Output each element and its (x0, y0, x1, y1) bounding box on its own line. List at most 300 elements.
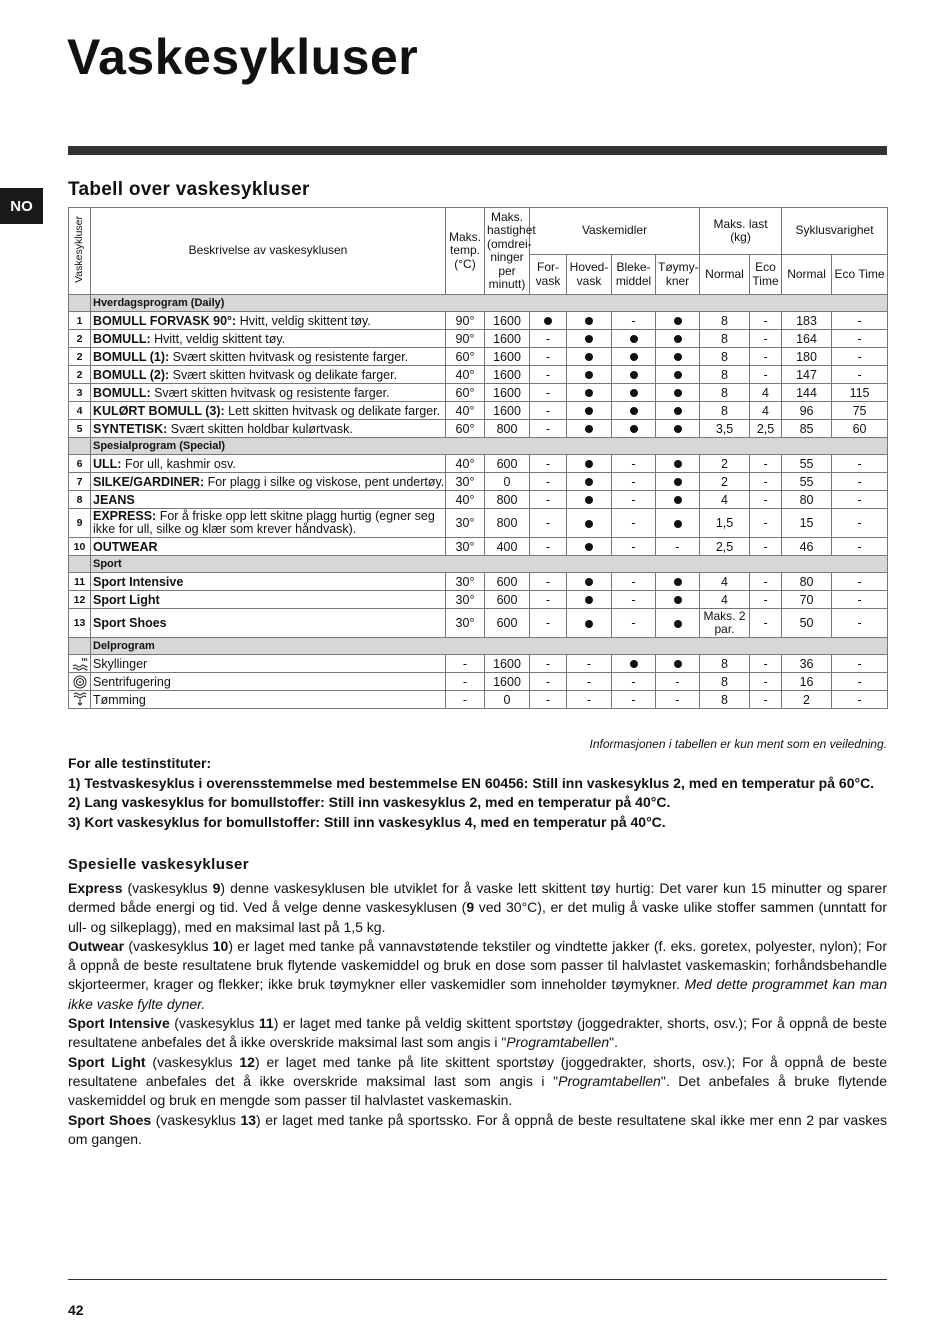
top-divider (68, 146, 887, 155)
wash-cycles-table (68, 207, 888, 709)
dot-marker (630, 407, 638, 415)
prewash-cell: - (530, 366, 567, 384)
dot-marker (630, 389, 638, 397)
duration-eco-cell: - (832, 573, 888, 591)
speed-cell: 1600 (485, 402, 530, 420)
cycle-name: KULØRT BOMULL (3): (93, 403, 225, 418)
speed-cell: 800 (485, 420, 530, 438)
cycle-number: 3 (69, 384, 91, 402)
mainwash-cell (567, 402, 612, 420)
dot-marker (630, 371, 638, 379)
dot-marker (630, 353, 638, 361)
cycle-name: SYNTETISK: (93, 421, 168, 436)
prewash-cell (530, 312, 567, 330)
sport-intensive-paragraph: Sport Intensive (vaskesyklus 11) er laget med tanke på veldig skittent sportstøy (joggedrakter, shorts, osv.); For å oppnå de beste resultatene anbefales det å ikke overskride maksimal last som angis i "Programtabellen". (68, 1015, 887, 1051)
group-label: Hverdagsprogram (Daily) (91, 295, 888, 312)
cycle-name: EXPRESS: (93, 509, 157, 523)
load-cell: 8 (700, 402, 750, 420)
load-eco-cell: 2,5 (750, 420, 782, 438)
prewash-cell: - (530, 384, 567, 402)
mainwash-cell (567, 366, 612, 384)
duration-eco-cell: - (832, 509, 888, 538)
duration-cell: 96 (782, 402, 832, 420)
dot-marker (674, 371, 682, 379)
group-label: Delprogram (91, 638, 888, 655)
dot-marker (630, 425, 638, 433)
cycle-name: BOMULL: (93, 385, 151, 400)
softener-cell (656, 420, 700, 438)
temp-cell: 90° (446, 330, 485, 348)
language-tab: NO (0, 188, 43, 224)
max-temp-column-header: Maks. temp. (°C) (446, 208, 485, 295)
prewash-cell: - (530, 402, 567, 420)
load-eco-cell: 4 (750, 384, 782, 402)
temp-cell: 40° (446, 455, 485, 473)
page-number: 42 (68, 1302, 84, 1318)
load-eco-cell: - (750, 691, 782, 709)
duration-eco-cell: - (832, 330, 888, 348)
dot-marker (674, 596, 682, 604)
cycle-name: SILKE/GARDINER: (93, 474, 205, 489)
group-row (69, 295, 888, 312)
duration-eco-cell: - (832, 655, 888, 673)
load-cell: 3,5 (700, 420, 750, 438)
duration-cell: 46 (782, 538, 832, 556)
duration-eco-cell: - (832, 691, 888, 709)
softener-cell (656, 330, 700, 348)
bleach-cell (612, 420, 656, 438)
speed-cell: 1600 (485, 348, 530, 366)
prewash-cell: - (530, 538, 567, 556)
temp-cell: 30° (446, 573, 485, 591)
special-cycles-title: Spesielle vaskesykluser (68, 856, 249, 873)
bleach-cell (612, 366, 656, 384)
dot-marker (674, 407, 682, 415)
cycle-detail: Sentrifugering (93, 674, 171, 689)
duration-cell: 16 (782, 673, 832, 691)
duration-eco-cell: - (832, 538, 888, 556)
table-body (69, 295, 888, 709)
group-spacer (69, 556, 91, 573)
cycle-name: BOMULL (1): (93, 349, 170, 364)
cycle-number: 2 (69, 366, 91, 384)
cycle-detail: Hvitt, veldig skittent tøy. (236, 313, 371, 328)
softener-cell (656, 366, 700, 384)
cycle-detail: Svært skitten hvitvask og resistente farger. (169, 349, 409, 364)
load-cell: 4 (700, 573, 750, 591)
outwear-paragraph: Outwear (vaskesyklus 10) er laget med tanke på vannavstøtende tekstiler og vindtette jakker (f. eks. goretex, polyester, nylon); For å oppnå de beste resultatene bruk flytende vaskemiddel og bruk en dose som passer til halvlastet vaskemaskin; forhåndsbehandle skjorteermer, krager og flekker; ikke bruk tøymykner eller vaskemidler som inneholder tøymykner. Med dette programmet kan man ikke vaske fylte dyner. (68, 937, 887, 1012)
mainwash-cell (567, 348, 612, 366)
load-eco-cell: 4 (750, 402, 782, 420)
mainwash-cell (567, 591, 612, 609)
prewash-cell: - (530, 609, 567, 638)
dot-marker (674, 425, 682, 433)
temp-cell: 30° (446, 509, 485, 538)
mainwash-cell (567, 384, 612, 402)
description-column-header: Beskrivelse av vaskesyklusen (91, 208, 446, 295)
duration-eco-cell: - (832, 312, 888, 330)
cycle-name: Sport Shoes (93, 616, 167, 630)
table-row (69, 538, 888, 556)
dot-marker (674, 460, 682, 468)
table-section-title: Tabell over vaskesykluser (68, 179, 310, 200)
table-row (69, 491, 888, 509)
duration-cell: 85 (782, 420, 832, 438)
spin-icon (69, 673, 91, 691)
duration-cell: 80 (782, 491, 832, 509)
cycle-description (91, 509, 446, 538)
testing-item: 3) Kort vaskesyklus for bomullstoffer: Still inn vaskesyklus 4, med en temperatur på 40°C. (68, 813, 666, 830)
bleach-cell: - (612, 312, 656, 330)
mainwash-cell: - (567, 655, 612, 673)
table-row (69, 384, 888, 402)
dot-marker (630, 660, 638, 668)
bleach-cell: - (612, 473, 656, 491)
cycle-detail: For ull, kashmir osv. (121, 456, 236, 471)
dot-marker (585, 543, 593, 551)
load-eco-cell: - (750, 655, 782, 673)
prewash-cell: - (530, 509, 567, 538)
load-cell: 8 (700, 330, 750, 348)
cycle-number: 11 (69, 573, 91, 591)
duration-eco-cell: 75 (832, 402, 888, 420)
cycle-description (91, 366, 446, 384)
cycle-number: 12 (69, 591, 91, 609)
table-row (69, 420, 888, 438)
duration-normal-column-header: Normal (782, 255, 832, 295)
duration-eco-cell: - (832, 455, 888, 473)
mainwash-cell (567, 473, 612, 491)
mainwash-cell: - (567, 691, 612, 709)
cycle-name: ULL: (93, 456, 122, 471)
softener-cell: - (656, 691, 700, 709)
load-eco-column-header: Eco Time (750, 255, 782, 295)
dot-marker (585, 520, 593, 528)
cycle-name: BOMULL: (93, 331, 151, 346)
dot-marker (674, 496, 682, 504)
dot-marker (585, 389, 593, 397)
bleach-cell: - (612, 455, 656, 473)
load-eco-cell: - (750, 609, 782, 638)
load-eco-cell: - (750, 473, 782, 491)
load-eco-cell: - (750, 330, 782, 348)
dot-marker (674, 353, 682, 361)
dot-marker (630, 335, 638, 343)
cycle-detail: For plagg i silke og viskose, pent undertøy. (204, 474, 445, 489)
cycle-number: 2 (69, 348, 91, 366)
cycle-number: 1 (69, 312, 91, 330)
load-cell: Maks. 2 par. (700, 609, 750, 638)
load-eco-cell: - (750, 455, 782, 473)
cycle-detail: Svært skitten hvitvask og delikate farger. (169, 367, 398, 382)
cycle-description (91, 312, 446, 330)
speed-cell: 600 (485, 455, 530, 473)
load-cell: 2,5 (700, 538, 750, 556)
speed-cell: 0 (485, 473, 530, 491)
dot-marker (585, 317, 593, 325)
duration-cell: 2 (782, 691, 832, 709)
mainwash-cell (567, 312, 612, 330)
group-spacer (69, 295, 91, 312)
cycle-description (91, 348, 446, 366)
mainwash-cell (567, 330, 612, 348)
cycle-description (91, 691, 446, 709)
cycle-description (91, 573, 446, 591)
speed-cell: 0 (485, 691, 530, 709)
mainwash-cell (567, 491, 612, 509)
duration-cell: 36 (782, 655, 832, 673)
speed-cell: 600 (485, 609, 530, 638)
table-row (69, 655, 888, 673)
duration-eco-cell: - (832, 473, 888, 491)
cycle-number: 6 (69, 455, 91, 473)
prewash-cell: - (530, 673, 567, 691)
speed-cell: 800 (485, 491, 530, 509)
softener-cell (656, 655, 700, 673)
duration-cell: 180 (782, 348, 832, 366)
prewash-cell: - (530, 455, 567, 473)
dot-marker (674, 620, 682, 628)
testing-item: 2) Lang vaskesyklus for bomullstoffer: Still inn vaskesyklus 2, med en temperatur på 40°C. (68, 794, 671, 810)
softener-cell (656, 348, 700, 366)
dot-marker (674, 478, 682, 486)
load-cell: 8 (700, 366, 750, 384)
prewash-cell: - (530, 691, 567, 709)
dot-marker (674, 520, 682, 528)
temp-cell: - (446, 673, 485, 691)
load-cell: 8 (700, 384, 750, 402)
cycle-number: 2 (69, 330, 91, 348)
mainwash-cell (567, 573, 612, 591)
softener-cell (656, 402, 700, 420)
speed-cell: 600 (485, 573, 530, 591)
duration-column-header: Syklusvarighet (782, 208, 888, 255)
testing-heading: For alle testinstituter: (68, 755, 212, 771)
mainwash-cell (567, 420, 612, 438)
bleach-column-header: Bleke-middel (612, 255, 656, 295)
cycle-number: 7 (69, 473, 91, 491)
cycle-detail: Skyllinger (93, 656, 148, 671)
cycle-name: BOMULL (2): (93, 367, 170, 382)
prewash-cell: - (530, 473, 567, 491)
prewash-cell: - (530, 573, 567, 591)
duration-eco-cell: - (832, 491, 888, 509)
duration-eco-cell: - (832, 673, 888, 691)
dot-marker (585, 425, 593, 433)
temp-cell: 30° (446, 609, 485, 638)
table-row (69, 455, 888, 473)
load-cell: 8 (700, 691, 750, 709)
load-eco-cell: - (750, 538, 782, 556)
temp-cell: 60° (446, 420, 485, 438)
temp-cell: 40° (446, 366, 485, 384)
mainwash-cell (567, 609, 612, 638)
dot-marker (674, 660, 682, 668)
dot-marker (674, 335, 682, 343)
softener-cell (656, 509, 700, 538)
prewash-cell: - (530, 491, 567, 509)
dot-marker (585, 496, 593, 504)
cycle-description (91, 384, 446, 402)
table-row (69, 573, 888, 591)
cycle-detail: For å friske opp lett skitne plagg hurtig (egner seg ikke for ull, silke og klær som krever håndvask). (93, 509, 435, 536)
express-paragraph: Express (vaskesyklus 9) denne vaskesyklusen ble utviklet for å vaske lett skittent tøy hurtig: Det varer kun 15 minutter og sparer dermed både energi og tid. Ved å velge denne vaskesyklusen (9 ved 30°C), er det mulig å vaske ulike stoffer sammen (unntatt for ull- og silkeplagg), med en maksimal last på 1,5 kg. (68, 880, 888, 935)
dot-marker (674, 317, 682, 325)
temp-cell: - (446, 691, 485, 709)
dot-marker (585, 371, 593, 379)
bleach-cell: - (612, 691, 656, 709)
load-cell: 1,5 (700, 509, 750, 538)
cycle-description (91, 609, 446, 638)
rinse-icon (69, 655, 91, 673)
group-label: Sport (91, 556, 888, 573)
dot-marker (585, 578, 593, 586)
cycle-number: 10 (69, 538, 91, 556)
sport-light-paragraph: Sport Light (vaskesyklus 12) er laget med tanke på lite skittent sportstøy (joggedrakter, shorts, osv.); For å oppnå de beste resultatene anbefales det å ikke overskride maksimal last som angis i "Programtabellen". Det anbefales å bruke flytende vaskemiddel og bruk en mengde som passer til halvlastet vaskemaskin. (68, 1053, 887, 1109)
cycle-number: 8 (69, 491, 91, 509)
softener-cell (656, 609, 700, 638)
speed-cell: 400 (485, 538, 530, 556)
softener-cell (656, 384, 700, 402)
cycle-detail: Lett skitten hvitvask og delikate farger. (224, 403, 441, 418)
dot-marker (585, 596, 593, 604)
bleach-cell: - (612, 673, 656, 691)
table-row (69, 402, 888, 420)
duration-eco-cell: - (832, 591, 888, 609)
prewash-cell: - (530, 655, 567, 673)
bleach-cell: - (612, 609, 656, 638)
detergents-column-header: Vaskemidler (530, 208, 700, 255)
bleach-cell (612, 384, 656, 402)
bleach-cell (612, 348, 656, 366)
duration-eco-column-header: Eco Time (832, 255, 888, 295)
table-row (69, 312, 888, 330)
bleach-cell (612, 402, 656, 420)
page-title: Vaskesykluser (67, 29, 419, 85)
softener-cell (656, 573, 700, 591)
temp-cell: - (446, 655, 485, 673)
cycle-description (91, 420, 446, 438)
bleach-cell: - (612, 538, 656, 556)
group-label: Spesialprogram (Special) (91, 438, 888, 455)
temp-cell: 60° (446, 348, 485, 366)
bleach-cell (612, 330, 656, 348)
load-eco-cell: - (750, 348, 782, 366)
cycle-name: BOMULL FORVASK 90°: (93, 313, 237, 328)
softener-cell (656, 455, 700, 473)
cycle-detail: Svært skitten holdbar kulørtvask. (167, 421, 353, 436)
speed-cell: 1600 (485, 366, 530, 384)
bleach-cell: - (612, 591, 656, 609)
testing-instructions (68, 754, 908, 832)
mainwash-column-header: Hoved-vask (567, 255, 612, 295)
softener-column-header: Tøymy-kner (656, 255, 700, 295)
bleach-cell: - (612, 509, 656, 538)
cycle-name: JEANS (93, 492, 135, 507)
duration-eco-cell: - (832, 609, 888, 638)
duration-cell: 183 (782, 312, 832, 330)
prewash-column-header: For-vask (530, 255, 567, 295)
load-cell: 4 (700, 591, 750, 609)
bleach-cell (612, 655, 656, 673)
cycle-description (91, 655, 446, 673)
load-eco-cell: - (750, 366, 782, 384)
cycle-description (91, 473, 446, 491)
softener-cell (656, 591, 700, 609)
group-row (69, 556, 888, 573)
bleach-cell: - (612, 491, 656, 509)
cycle-number: 13 (69, 609, 91, 638)
cycle-number: 4 (69, 402, 91, 420)
load-cell: 8 (700, 348, 750, 366)
dot-marker (674, 389, 682, 397)
cycle-detail: Svært skitten hvitvask og resistente farger. (150, 385, 390, 400)
cycle-name: Sport Light (93, 592, 160, 607)
load-cell: 2 (700, 455, 750, 473)
duration-eco-cell: 60 (832, 420, 888, 438)
dot-marker (585, 335, 593, 343)
temp-cell: 40° (446, 491, 485, 509)
table-row (69, 691, 888, 709)
cycle-name: Sport Intensive (93, 574, 184, 589)
load-eco-cell: - (750, 312, 782, 330)
softener-cell (656, 491, 700, 509)
load-eco-cell: - (750, 509, 782, 538)
dot-marker (544, 317, 552, 325)
prewash-cell: - (530, 420, 567, 438)
duration-cell: 15 (782, 509, 832, 538)
load-normal-column-header: Normal (700, 255, 750, 295)
load-cell: 8 (700, 655, 750, 673)
duration-eco-cell: - (832, 348, 888, 366)
temp-cell: 30° (446, 591, 485, 609)
duration-cell: 164 (782, 330, 832, 348)
speed-cell: 1600 (485, 673, 530, 691)
group-spacer (69, 438, 91, 455)
table-note: Informasjonen i tabellen er kun ment som en veiledning. (589, 737, 887, 751)
softener-cell (656, 312, 700, 330)
softener-cell: - (656, 538, 700, 556)
cycle-number: 9 (69, 509, 91, 538)
temp-cell: 30° (446, 538, 485, 556)
load-cell: 2 (700, 473, 750, 491)
speed-cell: 1600 (485, 330, 530, 348)
cycle-name: OUTWEAR (93, 539, 158, 554)
load-eco-cell: - (750, 673, 782, 691)
duration-cell: 80 (782, 573, 832, 591)
duration-cell: 144 (782, 384, 832, 402)
dot-marker (585, 620, 593, 628)
cycle-detail: Tømming (93, 692, 146, 707)
softener-cell (656, 473, 700, 491)
group-row (69, 638, 888, 655)
load-cell: 8 (700, 673, 750, 691)
bottom-divider (68, 1279, 887, 1280)
table-row (69, 366, 888, 384)
load-eco-cell: - (750, 573, 782, 591)
mainwash-cell (567, 509, 612, 538)
dot-marker (674, 578, 682, 586)
drain-icon (69, 691, 91, 709)
duration-cell: 50 (782, 609, 832, 638)
speed-cell: 800 (485, 509, 530, 538)
load-eco-cell: - (750, 591, 782, 609)
duration-cell: 55 (782, 455, 832, 473)
mainwash-cell (567, 455, 612, 473)
prewash-cell: - (530, 348, 567, 366)
speed-cell: 1600 (485, 655, 530, 673)
group-row (69, 438, 888, 455)
